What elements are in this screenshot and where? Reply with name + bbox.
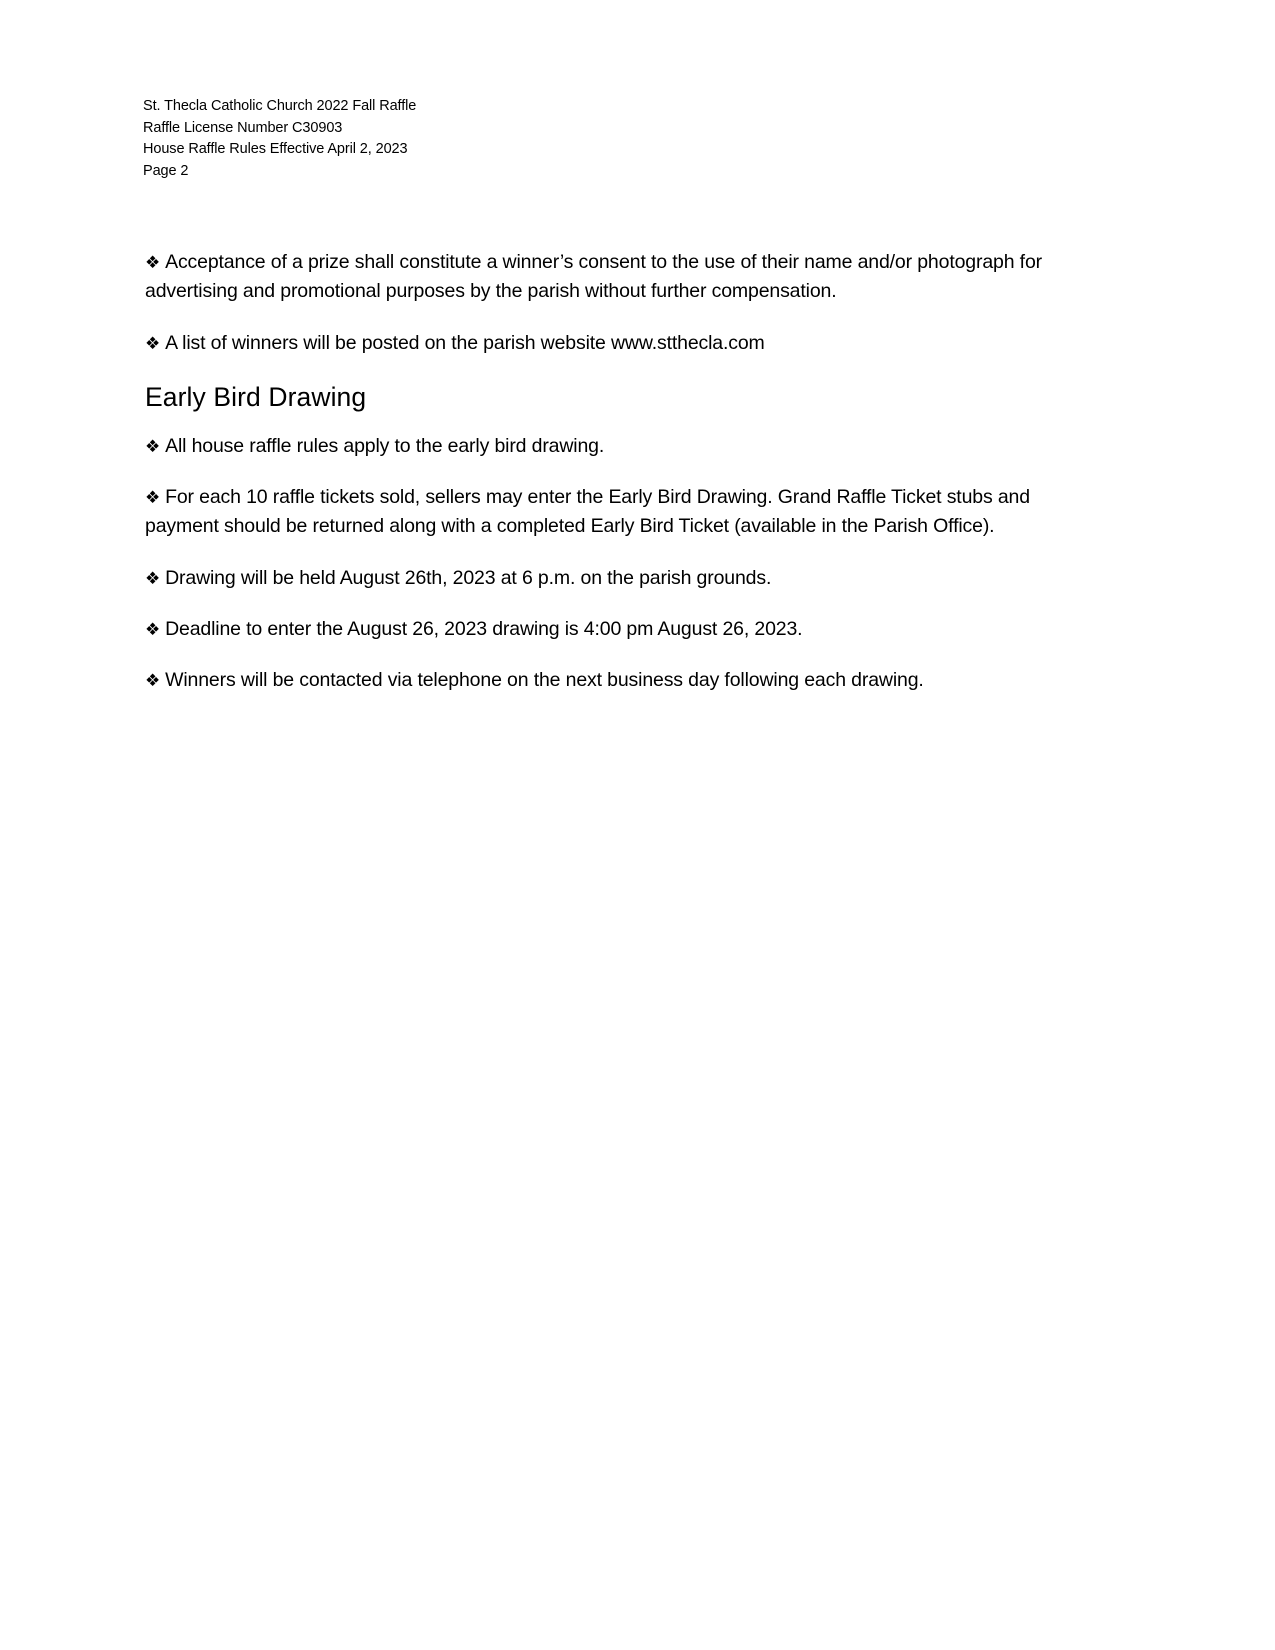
bullet-text: All house raffle rules apply to the early bird drawing. <box>165 435 605 457</box>
header-line-page-number: Page 2 <box>143 162 189 179</box>
diamond-bullet-icon: ❖ <box>145 334 161 353</box>
bullet-text: Drawing will be held August 26th, 2023 at 6 p.m. on the parish grounds. <box>165 567 772 589</box>
bullet-text: Winners will be contacted via telephone on the next business day following each drawing. <box>165 669 924 691</box>
section-heading-early-bird-drawing: Early Bird Drawing <box>145 382 367 412</box>
bullet-text: Acceptance of a prize shall constitute a winner’s consent to the use of their name and/or photograph for advertising and promotional purposes by the parish without further compensation. <box>145 251 1042 302</box>
bullet-item-winners-list-website <box>145 329 1070 358</box>
diamond-bullet-icon: ❖ <box>145 437 161 456</box>
bullet-item-rules-apply <box>145 432 1070 461</box>
document-body <box>145 248 1070 717</box>
bullet-item-drawing-datetime <box>145 564 1070 593</box>
diamond-bullet-icon: ❖ <box>145 671 161 690</box>
diamond-bullet-icon: ❖ <box>145 620 161 639</box>
diamond-bullet-icon: ❖ <box>145 253 161 272</box>
bullet-item-ten-tickets-entry <box>145 483 1070 540</box>
header-line-license: Raffle License Number C30903 <box>143 119 343 136</box>
bullet-text: Deadline to enter the August 26, 2023 drawing is 4:00 pm August 26, 2023. <box>165 618 803 640</box>
diamond-bullet-icon: ❖ <box>145 488 161 507</box>
bullet-item-acceptance-of-prize <box>145 248 1070 305</box>
bullet-item-winner-notification <box>145 666 1070 695</box>
document-header <box>143 96 843 182</box>
bullet-text: A list of winners will be posted on the parish website www.stthecla.com <box>165 332 765 354</box>
bullet-text: For each 10 raffle tickets sold, sellers may enter the Early Bird Drawing. Grand Raffle Ticket stubs and payment should be returned along with a completed Early Bird Ticket (available in the Parish Office). <box>145 486 1030 537</box>
header-line-organization: St. Thecla Catholic Church 2022 Fall Raffle <box>143 98 417 114</box>
diamond-bullet-icon: ❖ <box>145 569 161 588</box>
bullet-item-entry-deadline <box>145 615 1070 644</box>
header-line-rules-effective: House Raffle Rules Effective April 2, 2023 <box>143 141 408 157</box>
